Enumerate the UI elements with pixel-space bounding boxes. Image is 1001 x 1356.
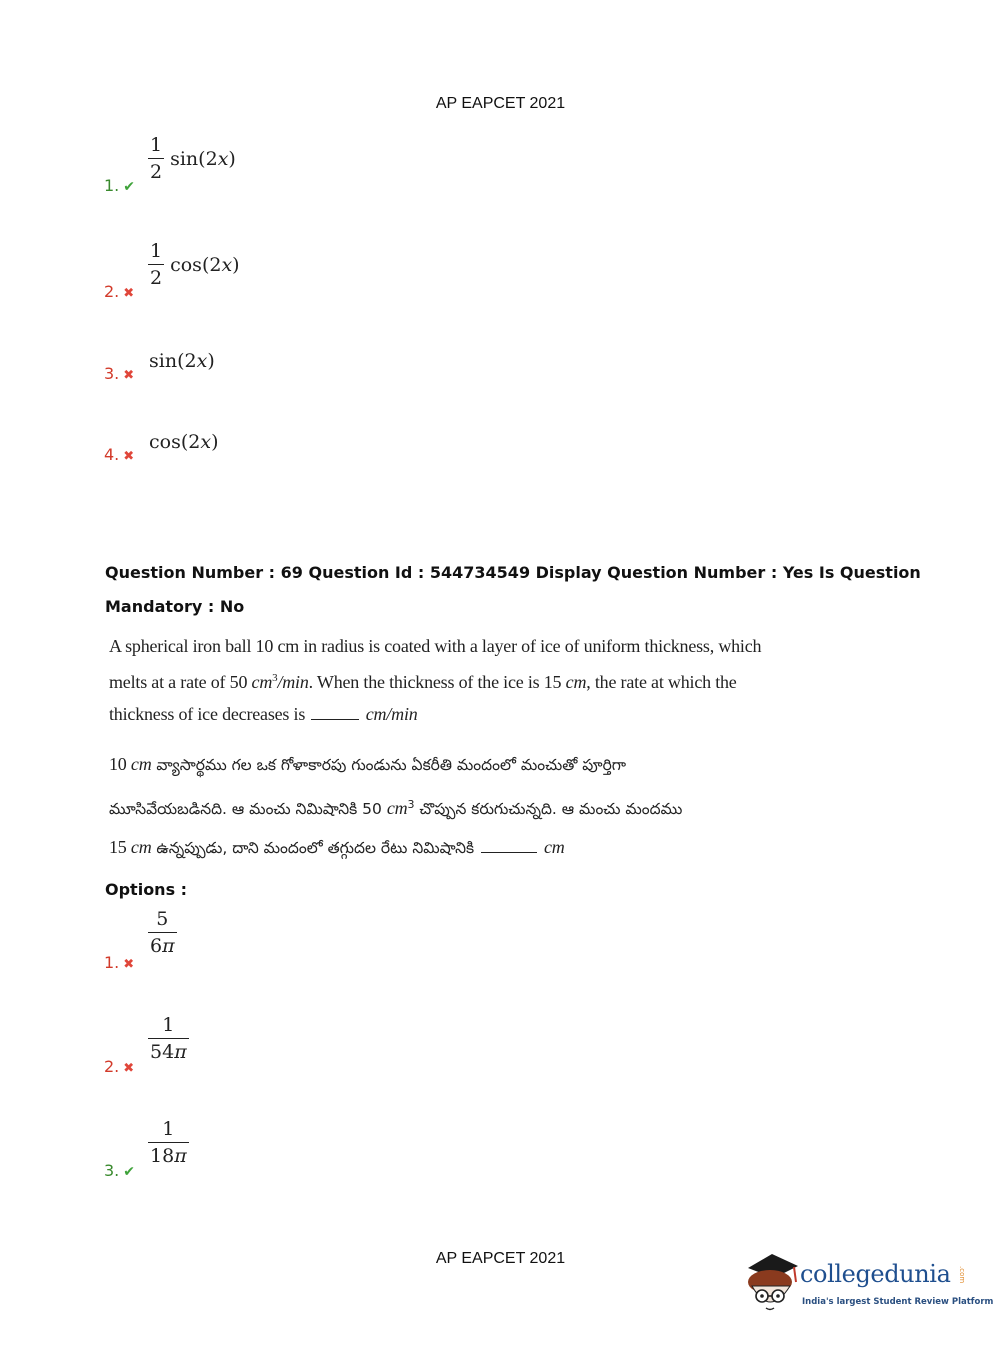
option-number: 1. ✖ xyxy=(104,953,135,972)
question-line: melts at a rate of 50 $cm^3/\min$. When the thickness of the ice is 15 cm, the rate at which the xyxy=(109,672,737,692)
function-expression: cos(2x) xyxy=(170,253,240,276)
question-meta-line2: Mandatory : No xyxy=(105,597,245,616)
fraction-denominator: 6π xyxy=(148,932,177,957)
question-line: 10 cm వ్యాసార్థము గల ఒక గోళాకారపు గుండును ఏకరీతి మందంలో మంచుతో పూర్తిగా xyxy=(109,754,627,774)
cross-icon: ✖ xyxy=(123,368,135,383)
option-number: 3. ✔ xyxy=(104,1161,135,1180)
check-icon: ✔ xyxy=(123,1164,135,1180)
function-expression: sin(2x) xyxy=(149,350,215,372)
logo-wordmark: collegedunia xyxy=(800,1260,951,1288)
fraction-numerator: 1 xyxy=(162,1118,175,1140)
cross-icon: ✖ xyxy=(123,957,135,972)
fraction-numerator: 5 xyxy=(156,908,169,930)
option-number: 1. ✔ xyxy=(104,176,135,195)
fraction-denominator: 54π xyxy=(148,1038,189,1063)
question-line: 15 cm ఉన్నప్పుడు, దాని మందంలో తగ్గుదల రేటు నిమిషానికి cm xyxy=(109,837,565,858)
question-line: మూసివేయబడినది. ఆ మంచు నిమిషానికి 50 $cm^3$ చొప్పున కరుగుచున్నది. ఆ మంచు మందము xyxy=(109,798,683,819)
options-label: Options : xyxy=(105,880,188,899)
answer-blank xyxy=(311,703,359,720)
fraction-denominator: 2 xyxy=(148,158,164,183)
fraction-numerator: 1 xyxy=(162,1014,175,1036)
mascot-icon xyxy=(742,1252,802,1322)
cross-icon: ✖ xyxy=(123,286,135,301)
fraction-numerator: 1 xyxy=(150,134,163,156)
fraction-denominator: 2 xyxy=(148,264,164,289)
check-icon: ✔ xyxy=(123,179,135,195)
logo-tagline: India's largest Student Review Platform xyxy=(802,1297,994,1307)
collegedunia-logo[interactable] xyxy=(742,1252,994,1322)
fraction-numerator: 1 xyxy=(150,240,163,262)
cross-icon: ✖ xyxy=(123,1061,135,1076)
answer-blank xyxy=(481,836,537,853)
question-meta xyxy=(105,556,921,624)
option-number: 3. ✖ xyxy=(104,364,135,383)
cross-icon: ✖ xyxy=(123,449,135,464)
question-line: thickness of ice decreases is cm/min xyxy=(109,704,418,724)
fraction-denominator: 18π xyxy=(148,1142,189,1167)
function-expression: sin(2x) xyxy=(170,147,236,170)
option-number: 2. ✖ xyxy=(104,1057,135,1076)
question-meta-line1: Question Number : 69 Question Id : 544734549 Display Question Number : Yes Is Question xyxy=(105,563,921,582)
option-number: 2. ✖ xyxy=(104,282,135,301)
logo-domain: .com xyxy=(958,1266,966,1284)
function-expression: cos(2x) xyxy=(149,431,219,453)
question-text-telugu xyxy=(109,746,749,868)
page-footer: AP EAPCET 2021 xyxy=(435,1250,566,1267)
question-line: A spherical iron ball 10 cm in radius is coated with a layer of ice of uniform thickness, which xyxy=(109,636,762,656)
question-text-english xyxy=(109,630,762,730)
page-header: AP EAPCET 2021 xyxy=(435,95,566,112)
option-number: 4. ✖ xyxy=(104,445,135,464)
